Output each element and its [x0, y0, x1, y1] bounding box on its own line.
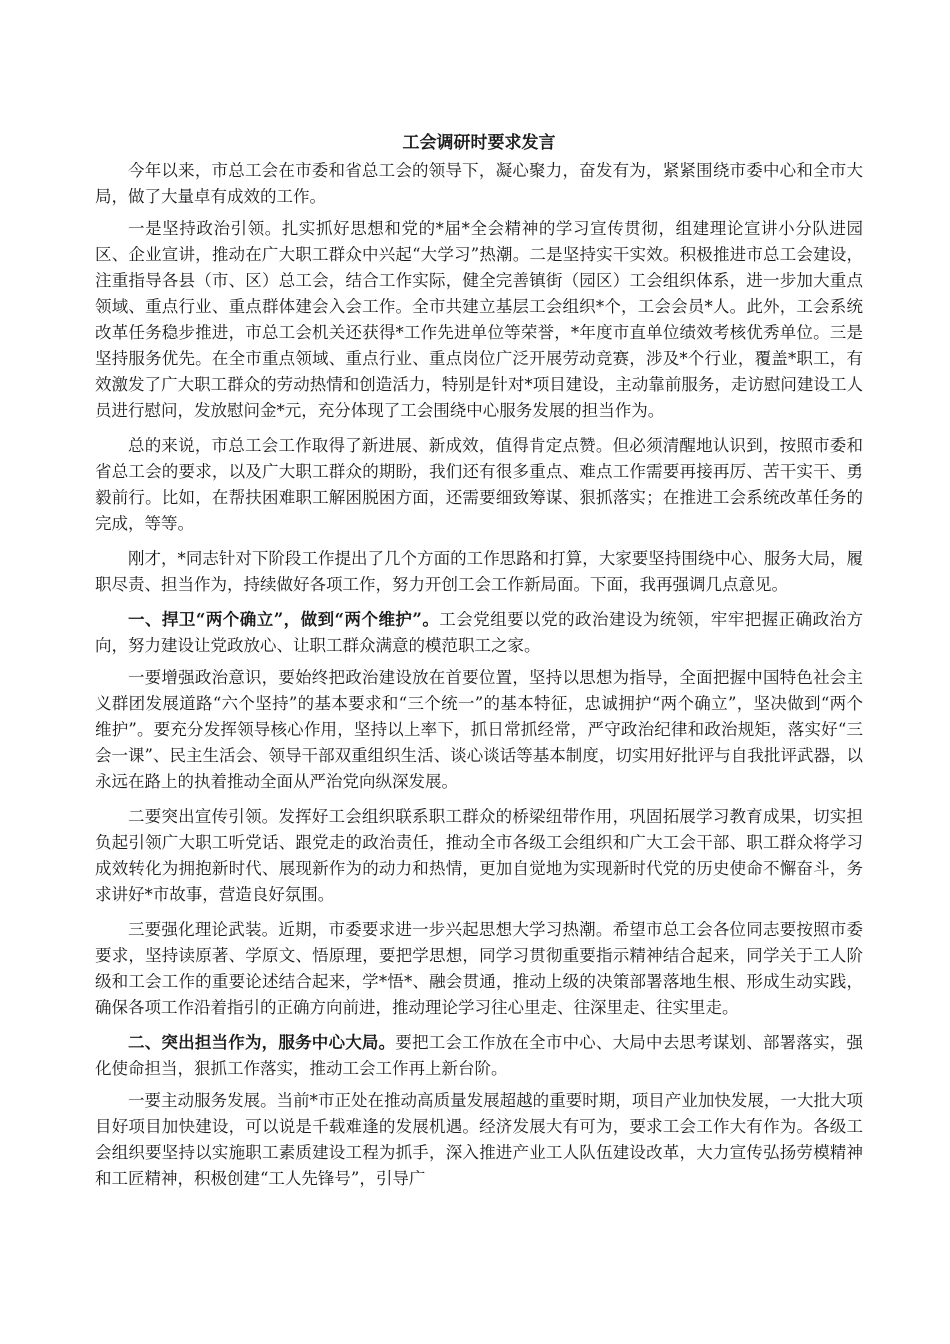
paragraph-intro — [95, 158, 863, 210]
paragraph-text: 一是坚持政治引领。扎实抓好思想和党的*届*全会精神的学习宣传贯彻，组建理论宣讲小分队进园区、企业宣讲，推动在广大职工群众中兴起“大学习”热潮。二是坚持实干实效。积极推进市总工会建设，注重指导各县（市、区）总工会，结合工作实际，健全完善镇街（园区）工会组织体系，进一步加大重点领域、重点行业、重点群体建会入会工作。全市共建立基层工会组织*个，工会会员*人。此外，工会系统改革任务稳步推进，市总工会机关还获得*工作先进单位等荣誉，*年度市直单位绩效考核优秀单位。三是坚持服务优先。在全市重点领域、重点行业、重点岗位广泛开展劳动竞赛，涉及*个行业，覆盖*职工，有效激发了广大职工群众的劳动热情和创造活力，特别是针对*项目建设，主动靠前服务，走访慰问建设工人员进行慰问，发放慰问金*元，充分体现了工会围绕中心服务发展的担当作为。 — [95, 219, 863, 420]
document-page — [95, 128, 863, 1201]
document-title: 工会调研时要求发言 — [402, 133, 556, 153]
paragraph-text: 二要突出宣传引领。发挥好工会组织联系职工群众的桥梁纽带作用，巩固拓展学习教育成果，切实担负起引领广大职工听党话、跟党走的政治责任，推动全市各级工会组织和广大工会干部、职工群众将学习成效转化为拥抱新时代、展现新作为的动力和热情，更加自觉地为实现新时代党的历史使命不懈奋斗，务求讲好*市故事，营造良好氛围。 — [95, 807, 863, 904]
paragraph-theory — [95, 917, 863, 1021]
paragraph-serve-development — [95, 1088, 863, 1192]
paragraph-section-1 — [95, 607, 863, 659]
paragraph-transition — [95, 546, 863, 598]
paragraph-text: 三要强化理论武装。近期，市委要求进一步兴起思想大学习热潮。希望市总工会各位同志要按照市委要求，坚持读原著、学原文、悟原理，要把学思想，同学习贯彻重要指示精神结合起来，同学关于工人阶级和工会工作的重要论述结合起来，学*悟*、融会贯通，推动上级的决策部署落地生根、形成生动实践，确保各项工作沿着指引的正确方向前进，推动理论学习往心里走、往深里走、往实里走。 — [95, 920, 863, 1017]
paragraph-summary — [95, 433, 863, 537]
paragraph-text: 总的来说，市总工会工作取得了新进展、新成效，值得肯定点赞。但必须清醒地认识到，按照市委和省总工会的要求，以及广大职工群众的期盼，我们还有很多重点、难点工作需要再接再厉、苦干实干、勇毅前行。比如，在帮扶困难职工解困脱困方面，还需要细致筹谋、狠抓落实；在推进工会系统改革任务的完成，等等。 — [95, 436, 863, 533]
section-heading: 二、突出担当作为，服务中心大局。 — [128, 1033, 396, 1052]
paragraph-section-2 — [95, 1030, 863, 1082]
paragraph-text: 工会党组要以党的政治建设为统领，牢牢把握正确政治方向，努力建设让党政放心、让职工群众满意的模范职工之家。 — [95, 610, 863, 655]
paragraph-political-awareness — [95, 665, 863, 795]
section-heading: 一、捍卫“两个确立”，做到“两个维护”。 — [128, 610, 440, 629]
paragraph-achievements — [95, 216, 863, 424]
paragraph-text: 刚才，*同志针对下阶段工作提出了几个方面的工作思路和打算，大家要坚持围绕中心、服务大局，履职尽责、担当作为，持续做好各项工作，努力开创工会工作新局面。下面，我再强调几点意见。 — [95, 549, 863, 594]
paragraph-text: 一要主动服务发展。当前*市正处在推动高质量发展超越的重要时期，项目产业加快发展，一大批大项目好项目加快建设，可以说是千载难逢的发展机遇。经济发展大有可为，要求工会工作大有作为。各级工会组织要坚持以实施职工素质建设工程为抓手，深入推进产业工人队伍建设改革，大力宣传弘扬劳模精神和工匠精神，积极创建“工人先锋号”，引导广 — [95, 1091, 863, 1188]
paragraph-text: 今年以来，市总工会在市委和省总工会的领导下，凝心聚力，奋发有为，紧紧围绕市委中心和全市大局，做了大量卓有成效的工作。 — [95, 161, 863, 206]
paragraph-publicity — [95, 804, 863, 908]
paragraph-text: 一要增强政治意识，要始终把政治建设放在首要位置，坚持以思想为指导，全面把握中国特色社会主义群团发展道路“六个坚持”的基本要求和“三个统一”的基本特征，忠诚拥护“两个确立”，坚决做到“两个维护”。要充分发挥领导核心作用，坚持以上率下，抓日常抓经常，严守政治纪律和政治规矩，落实好“三会一课”、民主生活会、领导干部双重组织生活、谈心谈话等基本制度，切实用好批评与自我批评武器，以永远在路上的执着推动全面从严治党向纵深发展。 — [95, 668, 863, 791]
paragraph-text: 要把工会工作放在全市中心、大局中去思考谋划、部署落实，强化使命担当，狠抓工作落实，推动工会工作再上新台阶。 — [95, 1033, 864, 1078]
